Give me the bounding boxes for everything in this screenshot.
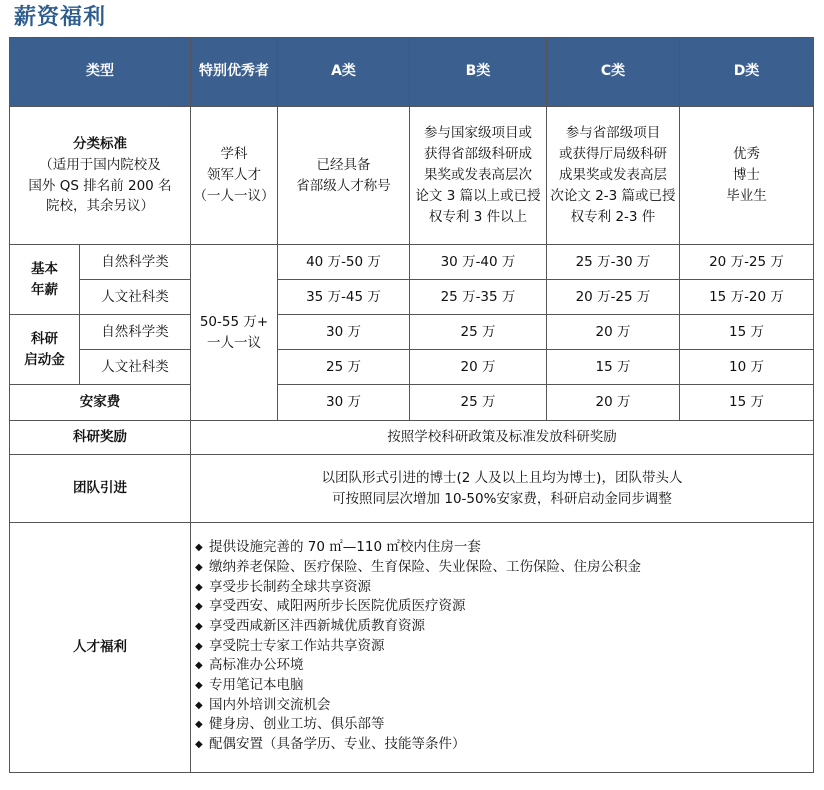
criteria-label-title: 分类标准 [73, 135, 127, 152]
diamond-bullet-icon: ◆ [195, 620, 203, 632]
research-award-label: 科研奖励 [10, 421, 191, 455]
diamond-bullet-icon: ◆ [195, 699, 203, 711]
header-b: B类 [410, 38, 547, 107]
header-type: 类型 [10, 38, 191, 107]
settlement-b: 25 万 [410, 385, 547, 421]
basic-salary-label: 基本 年薪 [10, 245, 80, 315]
basic-salary-humanities-a: 35 万-45 万 [278, 280, 410, 315]
criteria-c: 参与省部级项目 或获得厅局级科研 成果奖或发表高层 次论文 2-3 篇或已授 权专利 2-3 件 [547, 107, 680, 245]
header-d: D类 [680, 38, 814, 107]
benefit-item-text: 配偶安置（具备学历、专业、技能等条件） [209, 736, 466, 753]
benefit-item [195, 676, 813, 696]
basic-salary-natural-b: 30 万-40 万 [410, 245, 547, 280]
diamond-bullet-icon: ◆ [195, 561, 203, 573]
startup-fund-natural-row [10, 315, 814, 350]
page-title: 薪资福利 [14, 5, 107, 30]
startup-fund-humanities-row [10, 350, 814, 385]
header-c: C类 [547, 38, 680, 107]
settlement-d: 15 万 [680, 385, 814, 421]
startup-fund-natural-a: 30 万 [278, 315, 410, 350]
basic-salary-humanities-c: 20 万-25 万 [547, 280, 680, 315]
team-text: 以团队形式引进的博士(2 人及以上且均为博士)，团队带头人 可按照同层次增加 10-50%安家费，科研启动金同步调整 [191, 455, 814, 523]
salary-benefits-table [9, 37, 814, 773]
startup-fund-natural-label: 自然科学类 [80, 315, 191, 350]
benefit-item-text: 提供设施完善的 70 ㎡—110 ㎡校内住房一套 [209, 539, 481, 556]
benefit-item [195, 597, 813, 617]
criteria-label [10, 107, 191, 245]
basic-salary-natural-d: 20 万-25 万 [680, 245, 814, 280]
benefit-item [195, 538, 813, 558]
criteria-label-note: （适用于国内院校及 国外 QS 排名前 200 名 院校，其余另议） [28, 156, 172, 215]
startup-fund-natural-d: 15 万 [680, 315, 814, 350]
benefit-item [195, 715, 813, 735]
settlement-label: 安家费 [10, 385, 191, 421]
benefit-item-text: 健身房、创业工坊、俱乐部等 [209, 716, 385, 733]
startup-fund-humanities-b: 20 万 [410, 350, 547, 385]
diamond-bullet-icon: ◆ [195, 640, 203, 652]
special-pay: 50-55 万+ 一人一议 [191, 245, 278, 421]
basic-salary-natural-c: 25 万-30 万 [547, 245, 680, 280]
benefit-item-text: 高标准办公环境 [209, 657, 304, 674]
header-special: 特别优秀者 [191, 38, 278, 107]
benefit-item [195, 558, 813, 578]
benefits-list [191, 538, 813, 755]
basic-salary-humanities-row [10, 280, 814, 315]
diamond-bullet-icon: ◆ [195, 660, 203, 672]
basic-salary-humanities-label: 人文社科类 [80, 280, 191, 315]
benefit-item [195, 617, 813, 637]
startup-fund-humanities-a: 25 万 [278, 350, 410, 385]
benefit-item-text: 专用笔记本电脑 [209, 677, 304, 694]
basic-salary-natural-a: 40 万-50 万 [278, 245, 410, 280]
diamond-bullet-icon: ◆ [195, 739, 203, 751]
research-award-text: 按照学校科研政策及标准发放科研奖励 [191, 421, 814, 455]
benefit-item [195, 637, 813, 657]
criteria-d: 优秀 博士 毕业生 [680, 107, 814, 245]
settlement-c: 20 万 [547, 385, 680, 421]
diamond-bullet-icon: ◆ [195, 542, 203, 554]
benefit-item-text: 享受步长制药全球共享资源 [209, 578, 371, 595]
criteria-special: 学科 领军人才 （一人一议） [191, 107, 278, 245]
basic-salary-humanities-d: 15 万-20 万 [680, 280, 814, 315]
criteria-b: 参与国家级项目或 获得省部级科研成 果奖或发表高层次 论文 3 篇以上或已授 权专利 3 件以上 [410, 107, 547, 245]
basic-salary-natural-label: 自然科学类 [80, 245, 191, 280]
benefit-item [195, 656, 813, 676]
team-label: 团队引进 [10, 455, 191, 523]
startup-fund-natural-b: 25 万 [410, 315, 547, 350]
criteria-a: 已经具备 省部级人才称号 [278, 107, 410, 245]
benefit-item [195, 735, 813, 755]
benefit-item-text: 国内外培训交流机会 [209, 696, 331, 713]
benefit-item [195, 696, 813, 716]
team-row [10, 455, 814, 523]
criteria-row [10, 107, 814, 245]
diamond-bullet-icon: ◆ [195, 601, 203, 613]
benefits-list-cell [191, 523, 814, 773]
header-row [10, 38, 814, 107]
header-a: A类 [278, 38, 410, 107]
basic-salary-natural-row [10, 245, 814, 280]
diamond-bullet-icon: ◆ [195, 719, 203, 731]
benefits-label: 人才福利 [10, 523, 191, 773]
settlement-row [10, 385, 814, 421]
research-award-row [10, 421, 814, 455]
benefit-item-text: 享受西咸新区沣西新城优质教育资源 [209, 617, 425, 634]
settlement-a: 30 万 [278, 385, 410, 421]
diamond-bullet-icon: ◆ [195, 680, 203, 692]
benefit-item [195, 578, 813, 598]
startup-fund-humanities-label: 人文社科类 [80, 350, 191, 385]
startup-fund-label: 科研 启动金 [10, 315, 80, 385]
startup-fund-humanities-c: 15 万 [547, 350, 680, 385]
diamond-bullet-icon: ◆ [195, 581, 203, 593]
startup-fund-humanities-d: 10 万 [680, 350, 814, 385]
benefit-item-text: 缴纳养老保险、医疗保险、生育保险、失业保险、工伤保险、住房公积金 [209, 558, 641, 575]
benefit-item-text: 享受院士专家工作站共享资源 [209, 637, 385, 654]
benefit-item-text: 享受西安、咸阳两所步长医院优质医疗资源 [209, 598, 466, 615]
startup-fund-natural-c: 20 万 [547, 315, 680, 350]
benefits-row [10, 523, 814, 773]
basic-salary-humanities-b: 25 万-35 万 [410, 280, 547, 315]
